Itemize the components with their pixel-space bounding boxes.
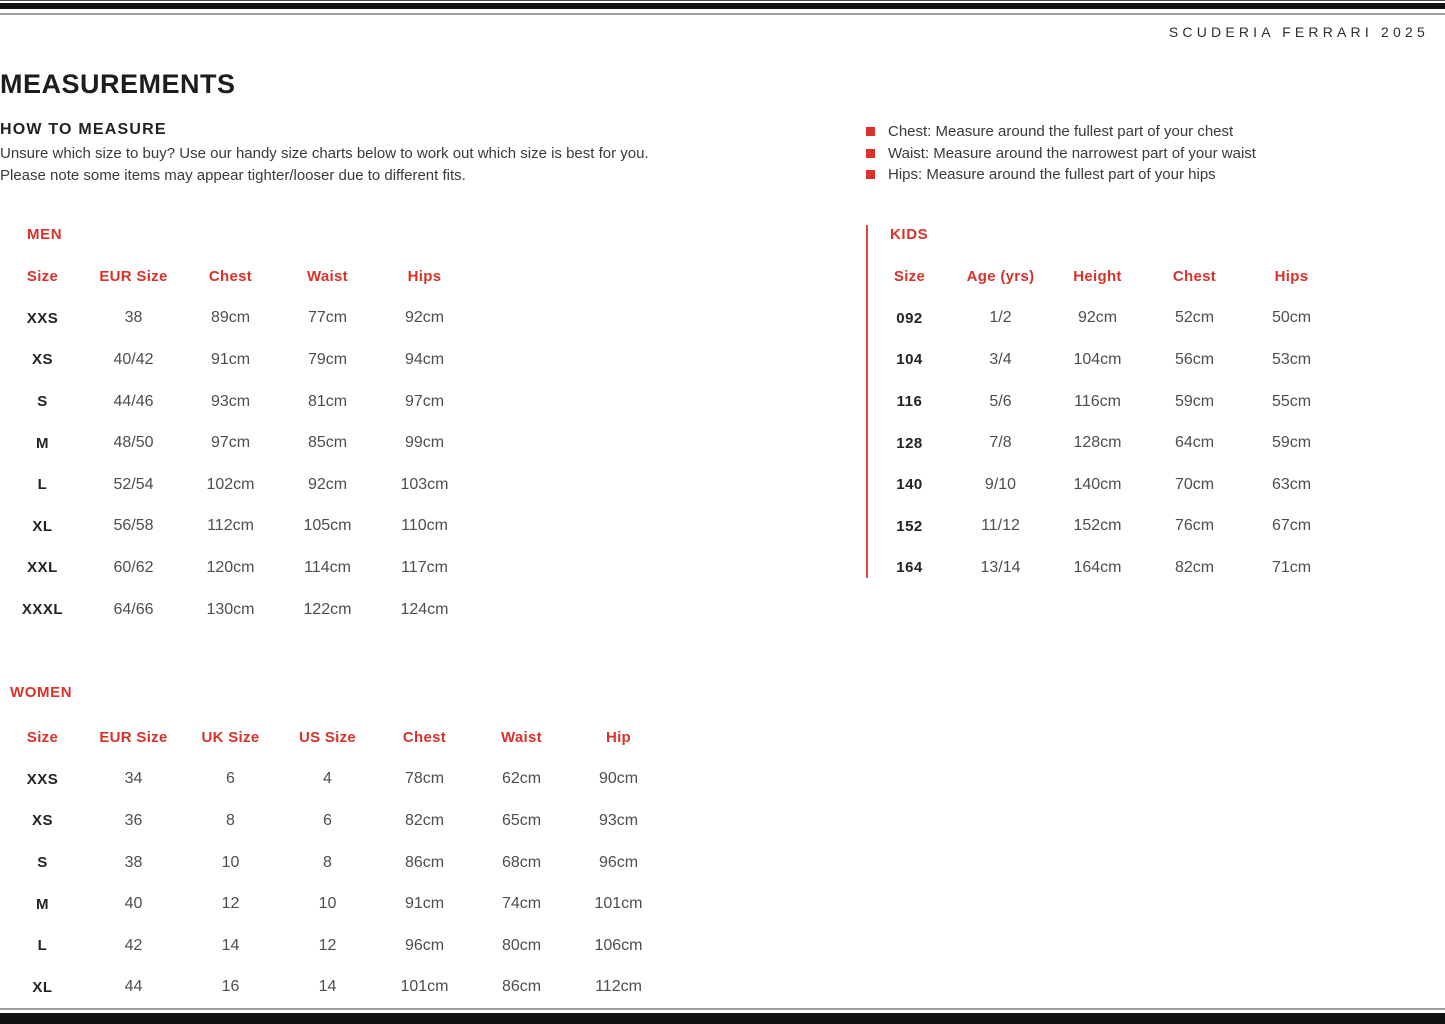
bottom-gray-rule [0,1008,1445,1010]
list-item [866,121,1256,143]
size-cell: 092 [896,309,923,327]
data-cell: 13/14 [980,558,1021,576]
data-cell: 164cm [1073,558,1122,576]
column-header: Chest [1172,268,1217,286]
data-cell: 52cm [1174,309,1215,327]
data-cell: 103cm [400,475,449,493]
size-cell: XXL [27,559,58,577]
data-cell: 124cm [400,600,449,618]
column-header: Waist [307,268,348,286]
how-to-measure-line1: Unsure which size to buy? Use our handy size charts below to work out which size is best for you. [0,145,649,162]
table-row [0,381,473,423]
column-header: US Size [298,729,357,747]
data-cell: 14 [318,978,337,996]
data-cell: 97cm [210,434,251,452]
data-cell: 106cm [594,936,643,954]
data-cell: 112cm [595,978,642,996]
data-cell: 59cm [1174,392,1215,410]
table-row [0,759,667,801]
header-row [0,717,667,759]
column-header: EUR Size [99,268,168,286]
tip-hips: Hips: Measure around the fullest part of your hips [888,166,1216,183]
data-cell: 70cm [1174,475,1215,493]
data-cell: 9/10 [984,475,1017,493]
top-gray-rule [0,13,1445,15]
table-row [0,506,473,548]
table-row [867,381,1340,423]
data-cell: 110cm [401,517,448,535]
size-cell: M [36,895,49,913]
data-cell: 62cm [501,770,542,788]
data-cell: 40/42 [113,350,154,368]
how-to-measure-text [0,143,649,186]
column-header: Size [26,729,59,747]
data-cell: 86cm [404,853,445,871]
size-cell: S [37,393,48,411]
table-row [0,589,473,631]
data-cell: 81cm [307,392,348,410]
data-cell: 10 [221,853,240,871]
size-cell: XXS [26,309,59,327]
bullet-square-icon [866,170,875,179]
brand-header: SCUDERIA FERRARI 2025 [1168,24,1429,40]
size-cell: XXS [26,770,59,788]
kids-table-title: KIDS [890,226,929,243]
size-cell: 152 [896,517,923,535]
data-cell: 14 [221,936,240,954]
data-cell: 53cm [1271,350,1312,368]
data-cell: 64cm [1174,434,1215,452]
table-row [0,422,473,464]
size-cell: XXXL [21,601,64,619]
size-cell: 140 [896,476,923,494]
data-cell: 94cm [404,350,445,368]
men-table-title: MEN [27,226,63,243]
data-cell: 4 [323,770,332,788]
table-row [0,967,667,1009]
size-cell: S [37,854,48,872]
data-cell: 76cm [1174,517,1215,535]
data-cell: 56cm [1174,350,1215,368]
data-cell: 6 [226,770,235,788]
data-cell: 71cm [1271,558,1312,576]
data-cell: 96cm [598,853,639,871]
measure-tips-list [866,121,1256,186]
data-cell: 140cm [1073,475,1122,493]
data-cell: 10 [318,895,337,913]
data-cell: 6 [323,811,332,829]
table-row [867,547,1340,589]
data-cell: 104cm [1073,350,1122,368]
size-cell: XS [31,351,53,369]
bullet-square-icon [866,127,875,136]
data-cell: 52/54 [113,475,154,493]
data-cell: 101cm [400,978,449,996]
data-cell: 56/58 [113,517,154,535]
column-header: Chest [402,729,447,747]
column-header: Age (yrs) [966,268,1035,286]
data-cell: 89cm [210,309,251,327]
data-cell: 92cm [307,475,348,493]
data-cell: 11/12 [981,517,1020,535]
table-row [0,464,473,506]
size-cell: XL [32,517,53,535]
data-cell: 48/50 [113,434,154,452]
data-cell: 8 [226,811,235,829]
column-header: Size [893,268,926,286]
column-header: Chest [208,268,253,286]
table-row [867,506,1340,548]
data-cell: 99cm [404,434,445,452]
list-item [866,143,1256,165]
data-cell: 116cm [1074,392,1121,410]
top-edge-line [0,0,1445,1]
data-cell: 117cm [401,558,448,576]
size-cell: L [37,476,48,494]
data-cell: 65cm [501,811,542,829]
table-row [867,422,1340,464]
data-cell: 128cm [1073,434,1122,452]
kids-size-table [867,256,1340,589]
how-to-measure-heading: HOW TO MEASURE [0,121,167,138]
table-row [0,298,473,340]
header-row [0,256,473,298]
column-header: Height [1073,268,1122,286]
data-cell: 92cm [1077,309,1118,327]
table-row [867,339,1340,381]
size-cell: 104 [896,351,923,369]
women-table-title: WOMEN [10,684,73,701]
column-header: Hips [407,268,442,286]
table-row [0,339,473,381]
list-item [866,164,1256,186]
men-size-table [0,256,473,630]
data-cell: 96cm [404,936,445,954]
table-row [0,883,667,925]
data-cell: 3/4 [989,350,1012,368]
data-cell: 50cm [1271,309,1312,327]
table-row [0,842,667,884]
data-cell: 16 [221,978,240,996]
data-cell: 8 [323,853,332,871]
data-cell: 63cm [1271,475,1312,493]
size-cell: 116 [896,393,923,411]
column-header: Waist [501,729,542,747]
data-cell: 97cm [404,392,445,410]
data-cell: 5/6 [989,392,1012,410]
data-cell: 64/66 [113,600,154,618]
data-cell: 112cm [207,517,254,535]
data-cell: 12 [221,895,240,913]
women-size-table [0,717,667,1008]
data-cell: 91cm [210,350,251,368]
data-cell: 74cm [501,895,542,913]
data-cell: 82cm [1174,558,1215,576]
header-row [867,256,1340,298]
data-cell: 101cm [594,895,643,913]
data-cell: 93cm [598,811,639,829]
table-row [0,925,667,967]
column-header: Hips [1274,268,1309,286]
data-cell: 55cm [1271,392,1312,410]
page-title: MEASUREMENTS [0,69,236,99]
data-cell: 40 [124,895,143,913]
column-header: Size [26,268,59,286]
data-cell: 102cm [206,475,255,493]
data-cell: 77cm [307,309,348,327]
column-header: EUR Size [99,729,168,747]
data-cell: 82cm [404,811,445,829]
bullet-square-icon [866,149,875,158]
data-cell: 93cm [210,392,251,410]
data-cell: 38 [124,853,143,871]
column-header: Hip [605,729,632,747]
data-cell: 130cm [206,600,255,618]
data-cell: 42 [124,936,143,954]
bottom-black-bar [0,1013,1445,1024]
size-cell: 128 [896,434,923,452]
column-header: UK Size [201,729,260,747]
data-cell: 80cm [501,936,542,954]
data-cell: 152cm [1073,517,1122,535]
data-cell: 105cm [303,517,352,535]
data-cell: 90cm [598,770,639,788]
data-cell: 60/62 [113,558,154,576]
size-cell: XS [31,812,53,830]
data-cell: 122cm [303,600,352,618]
data-cell: 92cm [404,309,445,327]
size-cell: M [36,434,49,452]
data-cell: 34 [124,770,143,788]
size-cell: XL [32,978,53,996]
data-cell: 12 [318,936,337,954]
data-cell: 38 [124,309,143,327]
data-cell: 1/2 [989,309,1012,327]
data-cell: 120cm [206,558,255,576]
data-cell: 91cm [404,895,445,913]
data-cell: 7/8 [989,434,1012,452]
data-cell: 44 [124,978,143,996]
size-cell: L [37,937,48,955]
data-cell: 67cm [1271,517,1312,535]
tip-chest: Chest: Measure around the fullest part of your chest [888,123,1234,140]
data-cell: 86cm [501,978,542,996]
how-to-measure-line2: Please note some items may appear tighter/looser due to different fits. [0,166,466,184]
size-cell: 164 [896,559,923,577]
table-row [867,464,1340,506]
data-cell: 78cm [404,770,445,788]
data-cell: 85cm [307,434,348,452]
tip-waist: Waist: Measure around the narrowest part of your waist [888,144,1256,162]
data-cell: 114cm [304,558,351,576]
data-cell: 59cm [1271,434,1312,452]
table-row [0,547,473,589]
top-black-bar [0,3,1445,9]
table-row [867,298,1340,340]
table-row [0,800,667,842]
data-cell: 68cm [501,853,542,871]
data-cell: 36 [124,811,143,829]
data-cell: 44/46 [113,392,154,410]
data-cell: 79cm [307,350,348,368]
